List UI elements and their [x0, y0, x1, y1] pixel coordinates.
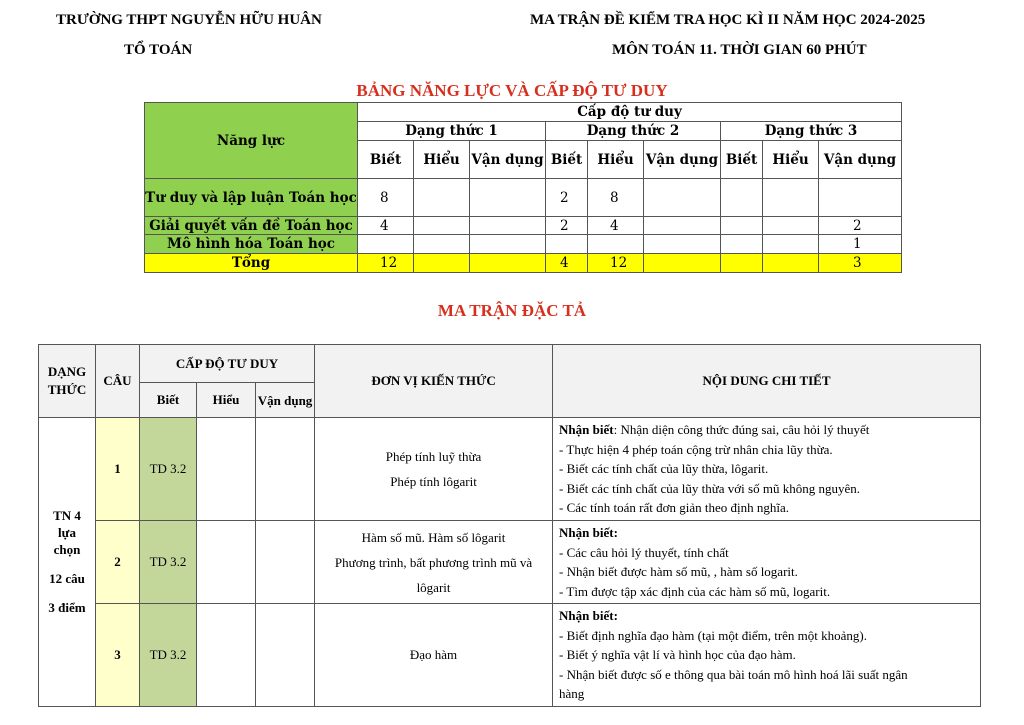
detail-line: - Nhận biết được hàm số mũ, , hàm số logarit. — [559, 564, 798, 579]
cell: 3 — [819, 254, 902, 273]
cell — [470, 179, 546, 217]
cell: 12 — [358, 254, 414, 273]
school-name: TRƯỜNG THPT NGUYỄN HỮU HUÂN — [56, 12, 322, 28]
table-row — [39, 521, 981, 604]
cell — [470, 235, 546, 254]
detail-line: hàng — [559, 686, 585, 701]
knowledge-unit — [315, 521, 553, 604]
detail-line: - Biết ý nghĩa vật lí và hình học của đạo hàm. — [559, 647, 796, 662]
detail-content — [553, 521, 981, 604]
cell: 8 — [358, 179, 414, 217]
cau-number: 1 — [96, 418, 140, 521]
cell — [197, 521, 256, 604]
cell: 8 — [588, 179, 644, 217]
specification-table — [38, 344, 981, 707]
table-row — [39, 418, 981, 521]
cell — [644, 179, 721, 217]
dang-thuc-line: TN 4 — [53, 508, 81, 524]
table-row — [145, 235, 902, 254]
detail-line: - Các tính toán rất đơn giản theo định nghĩa. — [559, 500, 790, 515]
row-label: Tổng — [145, 254, 358, 273]
competency-table — [144, 102, 902, 273]
header-don-vi: ĐƠN VỊ KIẾN THỨC — [315, 345, 553, 418]
cell — [414, 235, 470, 254]
detail-line — [559, 523, 974, 543]
cell — [644, 254, 721, 273]
cell — [721, 217, 763, 235]
dang-thuc-line: 3 điểm — [48, 600, 86, 616]
cell — [414, 179, 470, 217]
cell — [256, 604, 315, 707]
subject-duration: MÔN TOÁN 11. THỜI GIAN 60 PHÚT — [612, 42, 867, 58]
row-label: Giải quyết vấn đề Toán học — [145, 217, 358, 235]
level-biet: Biết — [546, 141, 588, 179]
cell: 4 — [588, 217, 644, 235]
cell — [721, 179, 763, 217]
cell: 12 — [588, 254, 644, 273]
level-hieu: Hiểu — [763, 141, 819, 179]
cell — [763, 254, 819, 273]
level-van-dung: Vận dụng — [819, 141, 902, 179]
cell — [197, 418, 256, 521]
cell — [763, 179, 819, 217]
level-van-dung: Vận dụng — [644, 141, 721, 179]
unit-line: Đạo hàm — [409, 647, 458, 663]
level-hieu: Hiểu — [414, 141, 470, 179]
detail-line: - Biết các tính chất của lũy thừa, lôgarit. — [559, 461, 769, 476]
knowledge-unit — [315, 418, 553, 521]
header-dang-thuc-1: Dạng thức 1 — [358, 122, 546, 141]
cell — [358, 235, 414, 254]
level-code: TD 3.2 — [140, 521, 197, 604]
level-code: TD 3.2 — [140, 604, 197, 707]
detail-label: Nhận biết: — [559, 525, 618, 540]
knowledge-unit — [315, 604, 553, 707]
cell — [721, 235, 763, 254]
cell — [414, 254, 470, 273]
header-dang-thuc-3: Dạng thức 3 — [721, 122, 902, 141]
header-biet: Biết — [140, 383, 197, 418]
level-van-dung: Vận dụng — [470, 141, 546, 179]
level-code: TD 3.2 — [140, 418, 197, 521]
detail-line — [559, 420, 974, 440]
detail-line: - Các câu hỏi lý thuyết, tính chất — [559, 544, 729, 560]
detail-line: - Thực hiện 4 phép toán cộng trừ nhân chia lũy thừa. — [559, 441, 833, 457]
detail-line: - Biết định nghĩa đạo hàm (tại một điểm, trên một khoảng). — [559, 627, 867, 643]
cell — [256, 418, 315, 521]
cell — [721, 254, 763, 273]
detail-text: : Nhận diện công thức đúng sai, câu hỏi lý thuyết — [613, 422, 870, 437]
cell — [644, 235, 721, 254]
cell: 2 — [546, 179, 588, 217]
dang-thuc-line: chọn — [53, 542, 81, 558]
cell — [763, 235, 819, 254]
dang-thuc-cell — [39, 418, 96, 707]
header-cap-do: Cấp độ tư duy — [358, 103, 902, 122]
table-row — [145, 217, 902, 235]
level-biet: Biết — [358, 141, 414, 179]
exam-title: MA TRẬN ĐỀ KIỂM TRA HỌC KÌ II NĂM HỌC 2024-2025 — [530, 12, 926, 28]
row-label: Mô hình hóa Toán học — [145, 235, 358, 254]
cau-number: 2 — [96, 521, 140, 604]
detail-label: Nhận biết — [559, 422, 614, 437]
cell — [763, 217, 819, 235]
detail-content — [553, 418, 981, 521]
cell — [819, 179, 902, 217]
table-row — [39, 604, 981, 707]
header-nang-luc: Năng lực — [145, 103, 358, 179]
cell — [588, 235, 644, 254]
cell: 1 — [819, 235, 902, 254]
unit-line: Phép tính lôgarit — [390, 474, 477, 489]
cau-number: 3 — [96, 604, 140, 707]
level-biet: Biết — [721, 141, 763, 179]
cell — [644, 217, 721, 235]
unit-line: lôgarit — [416, 579, 451, 595]
cell: 2 — [819, 217, 902, 235]
dang-thuc-line: 12 câu — [49, 571, 85, 587]
cell — [546, 235, 588, 254]
cell: 4 — [546, 254, 588, 273]
header-dang-thuc-2: Dạng thức 2 — [546, 122, 721, 141]
department-name: TỔ TOÁN — [124, 42, 193, 58]
cell — [414, 217, 470, 235]
detail-line: - Nhận biết được số e thông qua bài toán mô hình hoá lãi suất ngân — [559, 666, 908, 682]
cell: 2 — [546, 217, 588, 235]
cell — [470, 217, 546, 235]
dang-thuc-line: lựa — [58, 525, 76, 541]
cell: 4 — [358, 217, 414, 235]
table1-title: BẢNG NĂNG LỰC VÀ CẤP ĐỘ TƯ DUY — [356, 81, 668, 100]
header-cau: CÂU — [96, 345, 140, 418]
row-label: Tư duy và lập luận Toán học — [145, 179, 358, 217]
table-row — [145, 179, 902, 217]
table2-title: MA TRẬN ĐẶC TẢ — [437, 301, 587, 320]
header-van-dung: Vận dụng — [256, 383, 315, 418]
header-noi-dung: NỘI DUNG CHI TIẾT — [553, 345, 981, 418]
header-cap-do: CẤP ĐỘ TƯ DUY — [140, 345, 315, 383]
total-row — [145, 254, 902, 273]
detail-line: - Tìm được tập xác định của các hàm số mũ, logarit. — [559, 583, 831, 599]
detail-label: Nhận biết: — [559, 608, 618, 623]
header-hieu: Hiểu — [197, 383, 256, 418]
detail-line: - Biết các tính chất của lũy thừa với số mũ không nguyên. — [559, 480, 860, 496]
unit-line: Hàm số mũ. Hàm số lôgarit — [361, 529, 506, 545]
detail-line — [559, 606, 974, 626]
level-hieu: Hiểu — [588, 141, 644, 179]
cell — [197, 604, 256, 707]
cell — [256, 521, 315, 604]
detail-content — [553, 604, 981, 707]
unit-line: Phép tính luỹ thừa — [385, 449, 482, 464]
cell — [470, 254, 546, 273]
unit-line: Phương trình, bất phương trình mũ và — [334, 554, 533, 570]
header-dang-thuc: DẠNG THỨC — [39, 345, 96, 418]
